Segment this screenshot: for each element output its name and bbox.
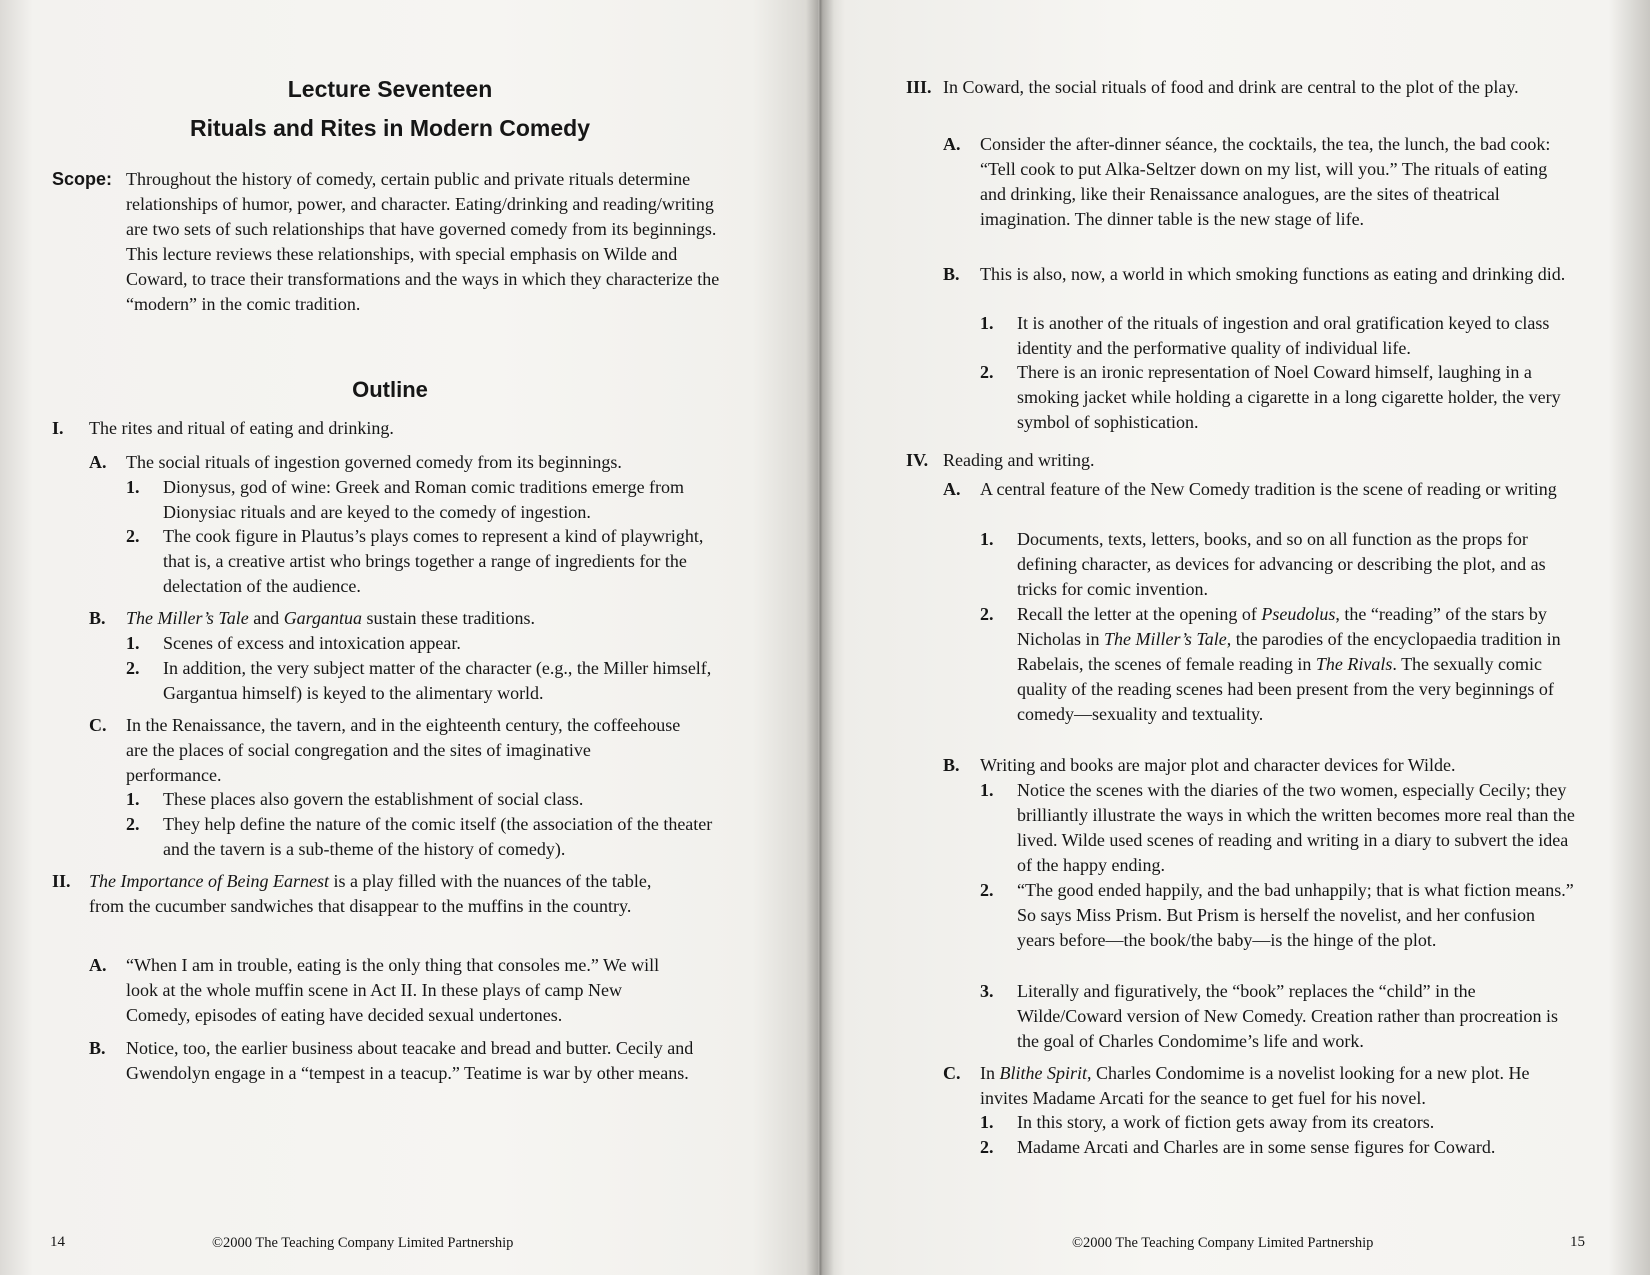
work-title: Blithe Spirit [999, 1063, 1087, 1083]
section-title: Rituals and Rites in Modern Comedy [190, 115, 590, 141]
scope-label: Scope: [52, 169, 113, 189]
outline-text: There is an ironic representation of Noel Coward himself, laughing in a smoking jacket while holding a cigarette in a long cigarette holder, the very symbol of sophistication. [1017, 362, 1561, 432]
outline-label: 2. [126, 814, 140, 834]
outline-text: In Blithe Spirit, Charles Condomime is a novelist looking for a new plot. He invites Madame Arcati for the seance to get fuel for his novel. [980, 1063, 1530, 1108]
outline-text: Literally and figuratively, the “book” replaces the “child” in the Wilde/Coward version of New Comedy. Creation rather than procreation is the goal of Charles Condomime’s life and work. [1017, 981, 1558, 1051]
outline-text: It is another of the rituals of ingestion and oral gratification keyed to class identity and the performative quality of individual life. [1017, 313, 1550, 358]
right-page [820, 0, 1650, 1275]
scope-text: Throughout the history of comedy, certain public and private rituals determine relationships of humor, power, and character. Eating/drinking and reading/writing are two sets of such relationships that have governed comedy from its beginnings. This lecture reviews these relationships, with special emphasis on Wilde and Coward, to trace their transformations and the ways in which they characterize the “modern” in the comic tradition. [126, 169, 720, 314]
outline-label: 1. [980, 529, 994, 549]
outline-text: They help define the nature of the comic itself (the association of the theater and the tavern is a sub-theme of the history of comedy). [163, 814, 713, 859]
outline-label: 1. [980, 1112, 994, 1132]
work-title: The Rivals [1315, 654, 1393, 674]
outline-label: 1. [980, 313, 994, 333]
outline-text: Dionysus, god of wine: Greek and Roman comic traditions emerge from Dionysiac rituals and are keyed to the comedy of ingestion. [163, 477, 685, 522]
outline-heading: Outline [352, 377, 428, 402]
outline-label: B. [89, 1038, 106, 1058]
outline-label: 1. [126, 633, 140, 653]
outline-text: “The good ended happily, and the bad unhappily; that is what fiction means.” So says Miss Prism. But Prism is herself the novelist, and her confusion years before—the book/the baby—is the hinge of the plot. [1017, 880, 1574, 950]
outline-text: Recall the letter at the opening of Pseudolus, the “reading” of the stars by Nicholas in The Miller’s Tale, the parodies of the encyclopaedia tradition in Rabelais, the scenes of female reading in The Rivals. The sexually comic quality of the reading scenes had been present from the very beginnings of comedy—sexuality and textuality. [1017, 604, 1561, 724]
outline-label: 2. [980, 604, 994, 624]
outline-text: Consider the after-dinner séance, the cocktails, the tea, the lunch, the bad cook: “Tell cook to put Alka-Seltzer down on my list, will you.” The rituals of eating and drinking, like their Renaissance analogues, are the sites of theatrical imagination. The dinner table is the new stage of life. [980, 134, 1551, 229]
outline-label: 1. [126, 477, 140, 497]
outline-label: IV. [906, 450, 929, 470]
outline-label: 2. [126, 658, 140, 678]
outline-text: In the Renaissance, the tavern, and in the eighteenth century, the coffeehouse are the places of social congregation and the sites of imaginative performance. [126, 715, 681, 785]
outline-label: B. [89, 608, 106, 628]
outline-text: Writing and books are major plot and character devices for Wilde. [980, 755, 1456, 775]
outline-label: 2. [980, 1137, 994, 1157]
page-number: 15 [1570, 1234, 1585, 1250]
outline-text: In Coward, the social rituals of food and drink are central to the plot of the play. [943, 77, 1519, 97]
outline-label: 3. [980, 981, 994, 1001]
work-title: The Miller’s Tale [126, 608, 249, 628]
outline-text: Scenes of excess and intoxication appear. [163, 633, 461, 653]
outline-label: 2. [980, 880, 994, 900]
copyright-footer: ©2000 The Teaching Company Limited Partnership [212, 1235, 514, 1251]
outline-text: This is also, now, a world in which smoking functions as eating and drinking did. [980, 264, 1566, 284]
outline-label: A. [943, 134, 961, 154]
book-gutter [806, 0, 834, 1275]
outline-text: In addition, the very subject matter of the character (e.g., the Miller himself, Gargantua himself) is keyed to the alimentary world. [163, 658, 712, 703]
outline-text: The Miller’s Tale and Gargantua sustain these traditions. [126, 608, 536, 628]
page-number: 14 [50, 1234, 65, 1250]
work-title: The Miller’s Tale [1104, 629, 1227, 649]
outline-text: The Importance of Being Earnest is a play filled with the nuances of the table, from the cucumber sandwiches that disappear to the muffins in the country. [89, 871, 652, 916]
lecture-title: Lecture Seventeen [287, 76, 493, 102]
outline-label: III. [906, 77, 932, 97]
work-title: Gargantua [283, 608, 363, 628]
outline-text: Documents, texts, letters, books, and so on all function as the props for defining character, as devices for advancing or describing the plot, and as tricks for comic invention. [1017, 529, 1546, 599]
work-title: The Importance of Being Earnest [89, 871, 329, 891]
outline-text: A central feature of the New Comedy tradition is the scene of reading or writing [980, 479, 1557, 499]
outline-label: A. [89, 452, 107, 472]
outline-text: Notice the scenes with the diaries of the two women, especially Cecily; they brilliantly illustrate the ways in which the written becomes more real than the lived. Wilde used scenes of reading and writing in a diary to subvert the idea of the happy ending. [1017, 780, 1575, 875]
outline-label: B. [943, 264, 960, 284]
outline-text: The social rituals of ingestion governed comedy from its beginnings. [126, 452, 622, 472]
outline-label: 2. [980, 362, 994, 382]
outline-label: B. [943, 755, 960, 775]
work-title: Pseudolus [1261, 604, 1336, 624]
outline-label: II. [52, 871, 71, 891]
outline-text: The cook figure in Plautus’s plays comes to represent a kind of playwright, that is, a creative artist who brings together a range of ingredients for the delectation of the audience. [163, 526, 704, 596]
outline-label: A. [943, 479, 961, 499]
outline-text: These places also govern the establishment of social class. [163, 789, 584, 809]
outline-label: A. [89, 955, 107, 975]
left-page [0, 0, 818, 1275]
outline-text: Reading and writing. [943, 450, 1095, 470]
outline-label: 1. [126, 789, 140, 809]
copyright-footer: ©2000 The Teaching Company Limited Partnership [1072, 1235, 1374, 1251]
outline-label: 2. [126, 526, 140, 546]
outline-text: Madame Arcati and Charles are in some sense figures for Coward. [1017, 1137, 1496, 1157]
outline-label: C. [89, 715, 107, 735]
outline-text: In this story, a work of fiction gets away from its creators. [1017, 1112, 1435, 1132]
outline-label: I. [52, 418, 64, 438]
outline-label: C. [943, 1063, 961, 1083]
outline-label: 1. [980, 780, 994, 800]
outline-text: Notice, too, the earlier business about teacake and bread and butter. Cecily and Gwendolyn engage in a “tempest in a teacup.” Teatime is war by other means. [126, 1038, 694, 1083]
outline-text: The rites and ritual of eating and drinking. [89, 418, 394, 438]
outline-text: “When I am in trouble, eating is the only thing that consoles me.” We will look at the whole muffin scene in Act II. In these plays of camp New Comedy, episodes of eating have decided sexual undertones. [126, 955, 660, 1025]
